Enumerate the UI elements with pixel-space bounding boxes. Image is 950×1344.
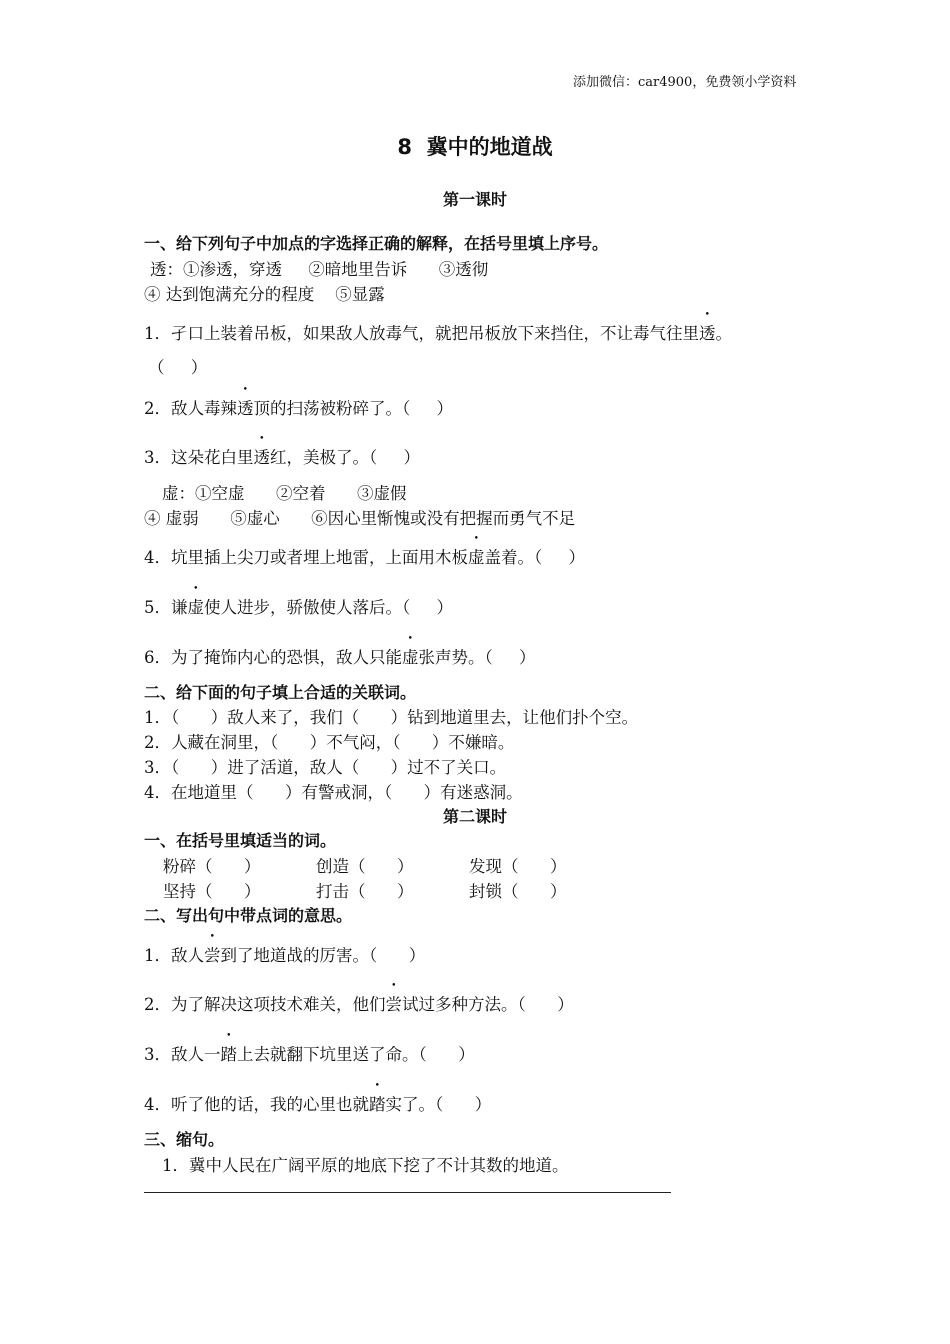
q1-answer-paren[interactable]: （ ）: [148, 358, 208, 377]
q2-text-after: 顶的扫荡被粉碎了。（ ）: [253, 399, 453, 418]
s1-question-4: [144, 544, 585, 568]
page-title: 8 冀中的地道战: [397, 135, 553, 159]
s1-question-3: [144, 444, 420, 468]
q2-dotted-char: 透: [237, 399, 254, 418]
section-1-heading: 一、给下列句子中加点的字选择正确的解释，在括号里填上序号。: [144, 234, 609, 253]
xu-options-line-1: 虚：①空虚 ②空着 ③虚假: [162, 484, 407, 503]
q1-text-after: 。: [715, 324, 732, 343]
q2-text-before: 2．敌人毒辣: [144, 399, 237, 418]
conjunction-line-2: 2．人藏在洞里，（ ）不气闷，（ ）不嫌暗。: [144, 733, 515, 752]
q3-text-before: 3．这朵花白里: [144, 448, 254, 467]
lesson2-section-3-heading: 三、缩句。: [144, 1130, 225, 1149]
s1-question-1: [144, 320, 732, 344]
s1-question-6: [144, 644, 535, 668]
m3-text-before: 3．敌人一: [144, 1045, 221, 1064]
section-2-heading: 二、给下面的句子填上合适的关联词。: [144, 683, 417, 702]
m1-text-before: 1．敌人: [144, 946, 204, 965]
s1-question-5: [144, 594, 453, 618]
lesson-two-heading: 第二课时: [442, 807, 507, 826]
meaning-question-1: [144, 942, 425, 966]
q3-text-after: 红，美极了。（ ）: [270, 448, 420, 467]
m1-dotted-char: 尝: [204, 946, 221, 965]
tou-options-line-2: ④ 达到饱满充分的程度 ⑤显露: [144, 285, 385, 304]
tou-options-line-1: 透：①渗透，穿透 ②暗地里告诉 ③透彻: [150, 260, 489, 279]
meaning-question-4: [144, 1091, 491, 1115]
m3-text-after: 上去就翻下坑里送了命。（ ）: [237, 1045, 475, 1064]
s1-question-2: [144, 395, 453, 419]
conjunction-line-3: 3．（ ）进了活道，敌人（ ）过不了关口。: [144, 758, 507, 777]
xu-options-line-2: ④ 虚弱 ⑤虚心 ⑥因心里惭愧或没有把握而勇气不足: [144, 509, 576, 528]
conjunction-line-1: 1．（ ）敌人来了，我们（ ）钻到地道里去，让他们扑个空。: [144, 708, 639, 727]
m2-text-before: 2．为了解决这项技术难关，他们: [144, 995, 386, 1014]
q4-text-after: 盖着。（ ）: [484, 548, 585, 567]
fill-word-daji: 打击（ ）: [316, 882, 414, 901]
fill-word-fengsuo: 封锁（ ）: [469, 882, 567, 901]
fill-word-fensui: 粉碎（ ）: [163, 857, 261, 876]
lesson2-section-1-heading: 一、在括号里填适当的词。: [144, 831, 337, 850]
answer-line[interactable]: [144, 1192, 671, 1193]
fill-word-jianchi: 坚持（ ）: [163, 882, 261, 901]
q6-text-before: 6．为了掩饰内心的恐惧，敌人只能: [144, 648, 402, 667]
header-note: 添加微信：car4900，免费领小学资料: [573, 75, 797, 90]
m3-dotted-char: 踏: [220, 1045, 237, 1064]
condense-sentence-1: 1．冀中人民在广阔平原的地底下挖了不计其数的地道。: [162, 1156, 569, 1175]
lesson-one-heading: 第一课时: [442, 190, 507, 209]
q4-dotted-char: 虚: [468, 548, 485, 567]
q1-dotted-char: 透: [699, 324, 716, 343]
lesson2-section-2-heading: 二、写出句中带点词的意思。: [144, 906, 353, 925]
meaning-question-2: [144, 991, 574, 1015]
conjunction-line-4: 4．在地道里（ ）有警戒洞，（ ）有迷惑洞。: [144, 783, 523, 802]
m2-text-after: 试过多种方法。（ ）: [402, 995, 574, 1014]
m4-text-before: 4．听了他的话，我的心里也就: [144, 1095, 369, 1114]
m4-dotted-char: 踏: [369, 1095, 386, 1114]
q5-dotted-char: 虚: [187, 598, 204, 617]
fill-word-faxian: 发现（ ）: [469, 857, 567, 876]
q6-text-after: 张声势。（ ）: [418, 648, 536, 667]
meaning-question-3: [144, 1041, 475, 1065]
m2-dotted-char: 尝: [385, 995, 402, 1014]
q6-dotted-char: 虚: [402, 648, 419, 667]
m1-text-after: 到了地道战的厉害。（ ）: [220, 946, 426, 965]
q1-text-before: 1．孑口上装着吊板，如果敌人放毒气，就把吊板放下来挡住，不让毒气往里: [144, 324, 699, 343]
m4-text-after: 实了。（ ）: [385, 1095, 492, 1114]
q5-text-before: 5．谦: [144, 598, 188, 617]
q4-text-before: 4．坑里插上尖刀或者埋上地雷，上面用木板: [144, 548, 468, 567]
q5-text-after: 使人进步，骄傲使人落后。（ ）: [204, 598, 453, 617]
q3-dotted-char: 透: [253, 448, 270, 467]
fill-word-chuangzao: 创造（ ）: [316, 857, 414, 876]
